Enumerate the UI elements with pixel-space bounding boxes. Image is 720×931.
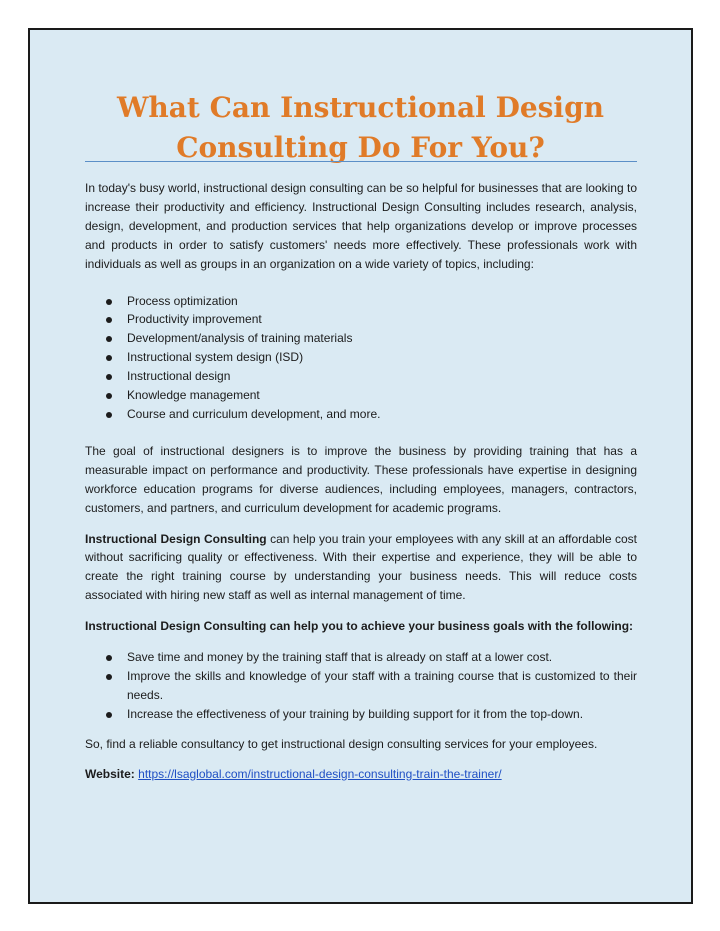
document-page [28,28,693,904]
title-divider [85,161,637,162]
list-item: Development/analysis of training materials [85,329,637,348]
goal-paragraph: The goal of instructional designers is to improve the business by providing training that has a measurable impact on performance and productivity. These professionals have expertise in designing workforce education programs for diverse audiences, including employees, managers, contractors, customers, and partners, and curriculum development for academic programs. [85,443,637,515]
list-item: Productivity improvement [85,310,637,329]
title-line-1: What Can Instructional Design [116,91,605,124]
intro-paragraph: In today's busy world, instructional design consulting can be so helpful for businesses that are looking to increase their productivity and efficiency. Instructional Design Consulting includes research, analysis, design, development, and production services that help organizations develop or improve processes and products in order to satisfy customers' needs more effectively. These professionals work with individuals as well as groups in an organization on a wide variety of topics, including: [85,181,637,271]
list-item: Increase the effectiveness of your training by building support for it from the top-down. [85,705,637,724]
benefits-list [85,648,637,724]
website-label: Website: [85,766,135,781]
list-item: Instructional system design (ISD) [85,348,637,367]
topics-list [85,292,637,424]
website-line [85,765,637,784]
idc-bold-lead: Instructional Design Consulting [85,531,267,546]
page-title [30,88,691,168]
website-link[interactable]: https://lsaglobal.com/instructional-design-consulting-train-the-trainer/ [138,766,502,781]
list-item: Process optimization [85,292,637,311]
list-item: Course and curriculum development, and more. [85,405,637,424]
idc-paragraph [85,530,637,606]
article-body [85,179,637,783]
list-item: Save time and money by the training staff that is already on staff at a lower cost. [85,648,637,667]
goals-heading: Instructional Design Consulting can help you to achieve your business goals with the following: [85,619,634,634]
list-item: Improve the skills and knowledge of your staff with a training course that is customized to their needs. [85,667,637,705]
list-item: Knowledge management [85,386,637,405]
title-line-2: Consulting Do For You? [176,131,545,164]
closing-paragraph: So, find a reliable consultancy to get instructional design consulting services for your employees. [85,736,598,751]
list-item: Instructional design [85,367,637,386]
idc-paragraph-text: can help you train your employees with any skill at an affordable cost without sacrificing quality or effectiveness. With their expertise and experience, they will be able to create the right training course by understanding your business needs. This will reduce costs associated with hiring new staff as well as internal management of time. [85,531,637,603]
